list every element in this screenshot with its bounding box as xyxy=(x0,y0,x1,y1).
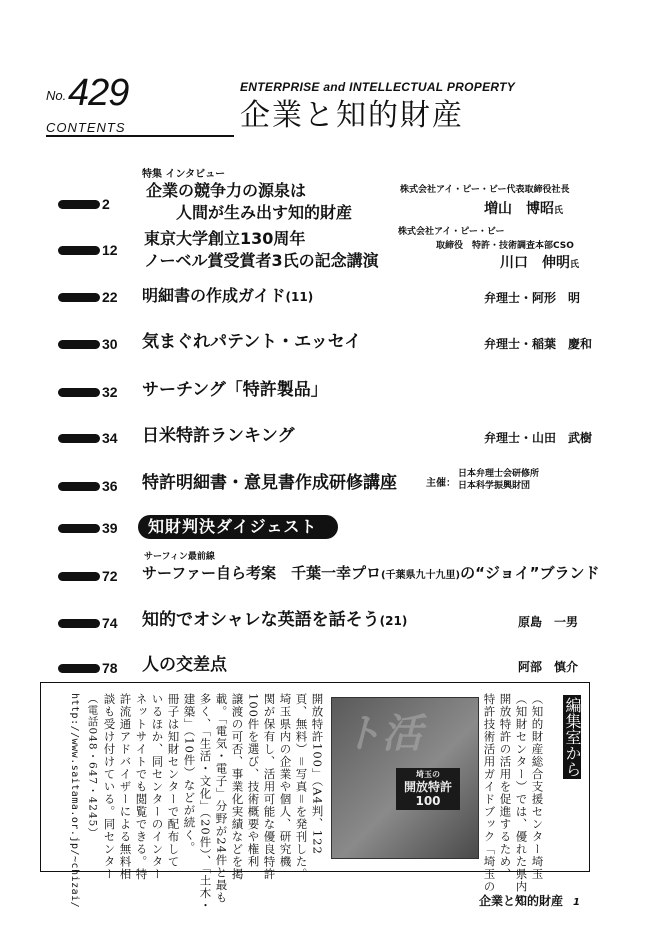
page-footer xyxy=(479,892,580,909)
toc-page-number: 12 xyxy=(102,242,118,258)
editorial-col: ネットサイトでも閲覧できる。特 xyxy=(134,693,149,881)
toc-title-paren: (千葉県九十九里) xyxy=(380,570,461,581)
toc-page-number: 22 xyxy=(102,289,118,305)
issue-number: 429 xyxy=(68,72,129,114)
editorial-heading xyxy=(563,695,581,779)
editorial-col: 100件を選び、技術概要や権利 xyxy=(246,693,261,868)
author-honorific: 氏 xyxy=(570,260,580,270)
contents-label: CONTENTS xyxy=(46,120,126,135)
toc-page-number: 78 xyxy=(102,660,118,676)
editorial-col: 関が保有し、活用可能な優良特許 xyxy=(262,693,277,881)
editorial-col: 冊子は知財センターで配布して xyxy=(166,693,181,868)
toc-bar xyxy=(58,619,100,628)
toc-page-number: 32 xyxy=(102,384,118,400)
issue-no-label: No. xyxy=(46,88,67,103)
toc-bar xyxy=(58,388,100,397)
toc-title xyxy=(142,287,313,305)
toc-title-pill: 知財判決ダイジェスト xyxy=(138,515,338,539)
toc-page-number: 2 xyxy=(102,196,110,212)
toc-author-affiliation: 株式会社アイ・ピー・ビー代表取締役社長 xyxy=(400,185,570,195)
japanese-title: 企業と知的財産 xyxy=(240,98,464,133)
toc-host-1: 日本弁理士会研修所 xyxy=(458,469,540,479)
editorial-col: 許流通アドバイザーによる無料相 xyxy=(118,693,133,881)
toc-page-number: 74 xyxy=(102,615,118,631)
book-title-big: 開放特許 xyxy=(403,779,452,794)
toc-title xyxy=(142,611,407,630)
editorial-col: 多く、「生活・文化」（20件）、「土木・ xyxy=(198,693,213,912)
author-name: 川口 伸明 xyxy=(500,255,570,271)
toc-title-text: 知的でオシャレな英語を話そう xyxy=(142,610,380,630)
toc-title-tail: の“ジョイ”ブランド xyxy=(460,564,600,582)
toc-title-text: サーファー自ら考案 千葉一幸プロ xyxy=(142,564,381,582)
guidebook-cover-image xyxy=(331,697,479,859)
toc-host-label: 主催： xyxy=(426,478,456,489)
toc-bar xyxy=(58,434,100,443)
editorial-col: 特許技術活用ガイドブック「埼玉の xyxy=(482,693,497,893)
toc-page-number: 36 xyxy=(102,478,118,494)
toc-author: 弁理士・稲葉 慶和 xyxy=(484,337,593,351)
toc-title-line-1: 東京大学創立130周年 xyxy=(144,229,306,248)
book-title-small: 埼玉の xyxy=(416,770,440,779)
editorial-col: 譲渡の可否、事業化実績などを掲 xyxy=(230,693,245,881)
toc-author xyxy=(484,202,563,216)
header-rule xyxy=(46,135,234,137)
toc-title: 日米特許ランキング xyxy=(142,426,295,446)
editorial-col: 埼玉県内の企業や個人、研究機 xyxy=(278,693,293,868)
toc-title-line-1: 企業の競争力の源泉は xyxy=(146,181,307,200)
toc-title-line-2: 人間が生み出す知的財産 xyxy=(176,203,353,222)
toc-title-paren: (11) xyxy=(285,290,314,304)
toc-author: 弁理士・阿形 明 xyxy=(484,291,581,305)
toc-bar xyxy=(58,246,100,255)
book-title xyxy=(396,768,460,810)
toc-author xyxy=(500,256,579,270)
editorial-col: 開放特許100」（A4判、122 xyxy=(310,693,325,855)
toc-page-number: 30 xyxy=(102,336,118,352)
toc-title: サーチング「特許製品」 xyxy=(142,380,328,400)
toc-author-affiliation-2: 取締役 特許・技術調査本部CSO xyxy=(436,241,574,251)
toc-title: 特許明細書・意見書作成研修講座 xyxy=(142,473,397,493)
toc-page-number: 39 xyxy=(102,520,118,536)
editorial-col: 建築」（10件）などが続く。 xyxy=(182,693,197,854)
toc-bar xyxy=(58,482,100,491)
toc-page-number: 72 xyxy=(102,568,118,584)
toc-bar xyxy=(58,293,100,302)
author-honorific: 氏 xyxy=(554,206,564,216)
author-name: 増山 博昭 xyxy=(484,201,554,217)
toc-bar xyxy=(58,340,100,349)
editorial-col: 載。「電気・電子」分野が24件と最も xyxy=(214,693,229,904)
toc-title-paren: (21) xyxy=(379,614,408,628)
footer-page-number: 1 xyxy=(573,897,580,908)
editorial-col: 頁、無料）＝写真＝を発刊した。 xyxy=(294,693,309,881)
toc-author: 阿部 慎介 xyxy=(518,660,579,674)
editorial-col: 談も受け付けている。同センター xyxy=(102,693,117,881)
toc-title-text: 明細書の作成ガイド xyxy=(142,286,286,305)
editorial-heading-text: 編集室から xyxy=(563,697,582,777)
toc-page-number: 34 xyxy=(102,430,118,446)
toc-host-2: 日本科学振興財団 xyxy=(458,481,531,491)
toc-title: 気まぐれパテント・エッセイ xyxy=(142,332,362,352)
editorial-url-link[interactable]: http://www.saitama.or.jp/~chizai/ xyxy=(69,693,80,909)
editorial-col: 開放特許の活用を促進するため、 xyxy=(498,693,513,881)
toc-bar xyxy=(58,664,100,673)
toc-kicker: 特集 インタビュー xyxy=(142,169,226,180)
toc-author: 弁理士・山田 武樹 xyxy=(484,431,593,445)
toc-bar xyxy=(58,524,100,533)
toc-author: 原島 一男 xyxy=(518,615,579,629)
toc-kicker: サーフィン最前線 xyxy=(144,552,215,562)
toc-title xyxy=(142,565,600,582)
footer-title: 企業と知的財産 xyxy=(479,894,564,908)
toc-bar xyxy=(58,572,100,581)
book-title-num: 100 xyxy=(415,793,441,808)
editorial-col: いるほか、同センターのインター xyxy=(150,693,165,881)
toc-title-line-2: ノーベル賞受賞者3氏の記念講演 xyxy=(144,251,379,270)
book-watermark: ト活 xyxy=(342,712,422,756)
toc-author-affiliation: 株式会社アイ・ピー・ビー xyxy=(398,227,505,237)
editorial-col: （知的財産総合支援センター埼玉 xyxy=(530,693,545,881)
editorial-col: （電話048・647・4245） xyxy=(86,693,99,839)
editorial-col: （知財センター）では、優れた県内の xyxy=(514,693,529,906)
toc-bar xyxy=(58,200,100,209)
english-title: ENTERPRISE and INTELLECTUAL PROPERTY xyxy=(240,80,516,94)
toc-title: 人の交差点 xyxy=(142,655,227,675)
